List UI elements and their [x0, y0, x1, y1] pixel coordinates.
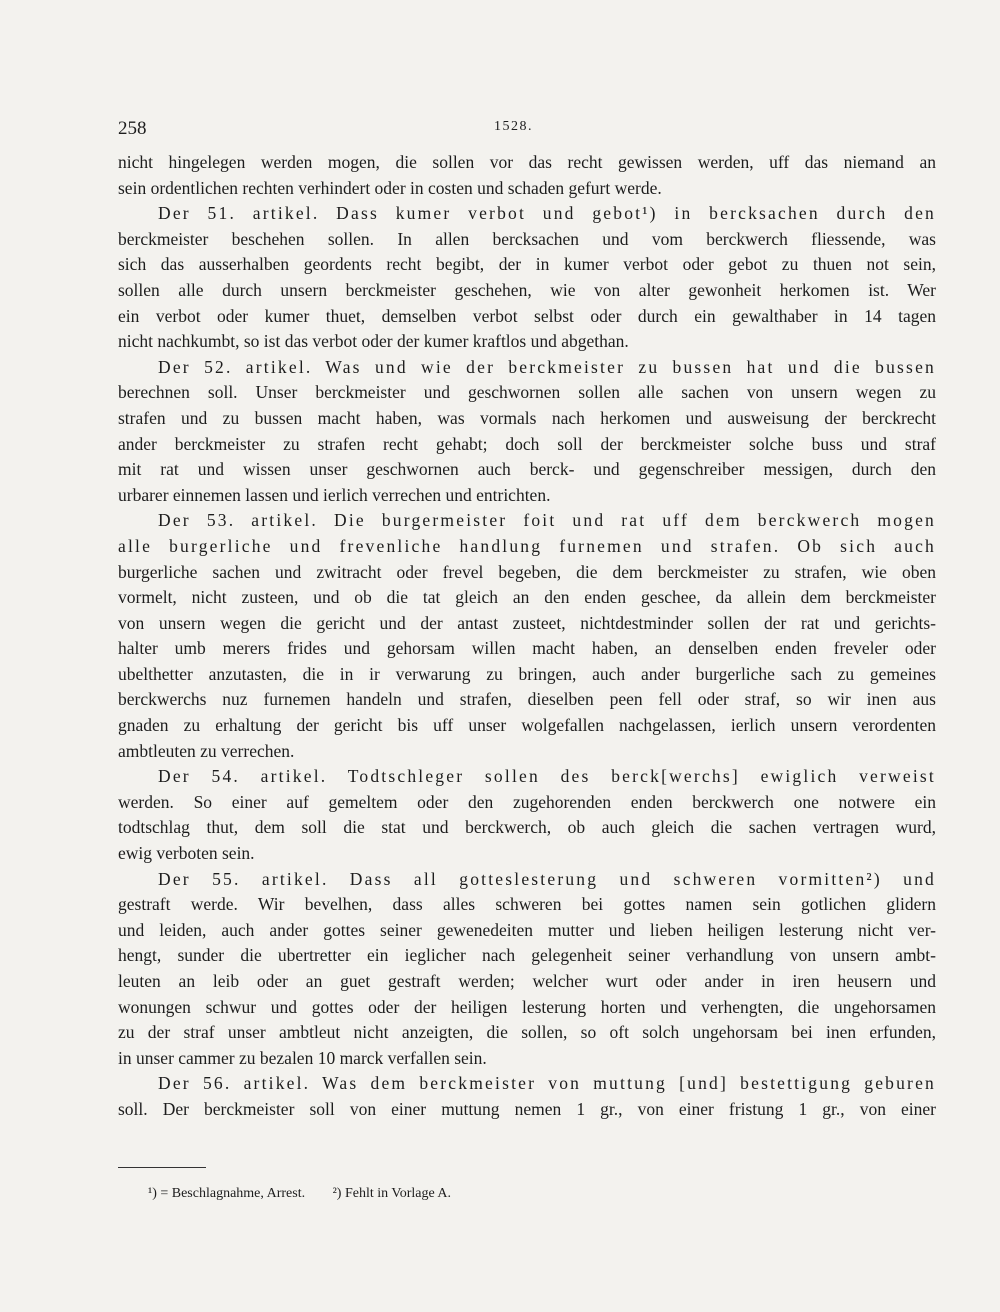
text-line: burgerliche sachen und zwitracht oder frevel begeben, die dem berckmeister zu strafen, wie oben	[118, 561, 936, 582]
running-head-year: 1528.	[494, 119, 533, 134]
article-heading: Der 51. artikel. Dass kumer verbot und gebot¹) in bercksachen durch den	[158, 203, 936, 224]
article-heading: Der 53. artikel. Die burgermeister foit und rat uff dem berckwerch mogen	[158, 510, 936, 531]
text-line: halter umb merers frides und gehorsam willen macht haben, an denselben enden freveler oder	[118, 638, 936, 659]
footnote-2: ²) Fehlt in Vorlage A.	[332, 1186, 452, 1201]
text-line: nicht hingelegen werden mogen, die sollen vor das recht gewissen werden, uff das niemand an	[118, 152, 936, 172]
text-line: werden. So einer auf gemeltem oder den zugehorenden enden berckwerch one notwere ein	[118, 791, 936, 812]
text-line: mit rat und wissen unser geschwornen auch berck- und gegenschreiber messigen, durch den	[118, 459, 936, 480]
body-text	[118, 150, 936, 1123]
page-number: 258	[118, 118, 147, 139]
text-line: von unsern wegen die gericht und der antast zusteet, nichtdestminder sollen der rat und gerichts-	[118, 612, 936, 633]
article-heading: Der 54. artikel. Todtschleger sollen des berck[werchs] ewiglich verweist	[158, 766, 936, 787]
article-heading: Der 52. artikel. Was und wie der berckmeister zu bussen hat und die bussen	[158, 356, 936, 377]
text-line: soll. Der berckmeister soll von einer muttung nemen 1 gr., von einer fristung 1 gr., von einer	[118, 1098, 936, 1119]
text-line: hengt, sunder die ubertretter ein ieglicher nach gelegenheit seiner verhandlung von unsern ambt-	[118, 945, 936, 966]
text-line: sich das ausserhalben geordents recht begibt, der in kumer verbot oder gebot zu thuen not sein,	[118, 254, 936, 275]
footnote-1: ¹) = Beschlagnahme, Arrest.	[148, 1186, 306, 1201]
article-heading: Der 56. artikel. Was dem berckmeister von muttung [und] bestettigung geburen	[158, 1073, 936, 1094]
text-line: urbarer einnemen lassen und ierlich verrechen und entrichten.	[118, 484, 551, 505]
text-line: vormelt, nicht zusteen, und ob die tat gleich an den enden geschee, da allein dem berckmeister	[118, 587, 936, 608]
text-line: gestraft werde. Wir bevelhen, dass alles schweren bei gottes namen sein gotlichen glidern	[118, 894, 936, 915]
text-line: sein ordentlichen rechten verhindert oder in costen und schaden gefurt werde.	[118, 177, 662, 198]
text-line: leuten an leib oder an guet gestraft werden; welcher wurt oder ander in iren heusern und	[118, 971, 936, 991]
text-line: sollen alle durch unsern berckmeister geschehen, wie von alter gewonheit herkomen ist. Wer	[118, 279, 936, 300]
text-line: nicht nachkumbt, so ist das verbot oder der kumer kraftlos und abgethan.	[118, 331, 629, 352]
text-line: strafen und zu bussen macht haben, was vormals nach herkomen und ausweisung der berckrecht	[118, 407, 936, 428]
text-line: berechnen soll. Unser berckmeister und geschwornen sollen alle sachen von unsern wegen zu	[118, 382, 936, 403]
text-line: und leiden, auch ander gottes seiner gewenedeiten mutter und lieben heiligen lesterung nicht ver-	[118, 919, 936, 940]
text-line: zu der straf unser ambtleut nicht anzeigten, die sollen, so oft solch ungehorsam bei inen erfunden,	[118, 1022, 936, 1043]
text-line: in unser cammer zu bezalen 10 marck verfallen sein.	[118, 1047, 487, 1068]
text-line: ubelthetter anzutasten, die in ir verwarung zu bringen, auch ander burgerliche sach zu gemeines	[118, 663, 936, 684]
article-heading: Der 55. artikel. Dass all gotteslesterung und schweren vormitten²) und	[158, 868, 936, 889]
text-line: berckmeister beschehen sollen. In allen bercksachen und vom berckwerch fliessende, was	[118, 228, 936, 249]
text-line: ambtleuten zu verrechen.	[118, 740, 295, 761]
text-line: wonungen schwur und gottes oder der heiligen lesterung horten und verhengten, die ungehorsamen	[118, 996, 936, 1017]
footnotes	[148, 1186, 475, 1202]
text-line: alle burgerliche und frevenliche handlung furnemen und strafen. Ob sich auch	[118, 535, 936, 556]
text-line: ewig verboten sein.	[118, 843, 255, 864]
text-line: ein verbot oder kumer thuet, demselben verbot selbst oder durch ein gewalthaber in 14 tagen	[118, 305, 936, 326]
text-line: berckwerchs nuz furnemen handeln und strafen, dieselben peen fell oder straf, so wir inen aus	[118, 689, 936, 710]
text-line: todtschlag thut, dem soll die stat und berckwerch, ob auch gleich die sachen vertragen wurd,	[118, 817, 936, 838]
text-line: ander berckmeister zu strafen recht gehabt; doch soll der berckmeister solche buss und straf	[118, 433, 936, 454]
text-line: gnaden zu erhaltung der gericht bis uff unser wolgefallen nachgelassen, ierlich unsern verordenten	[118, 715, 936, 736]
footnote-divider	[118, 1167, 206, 1168]
